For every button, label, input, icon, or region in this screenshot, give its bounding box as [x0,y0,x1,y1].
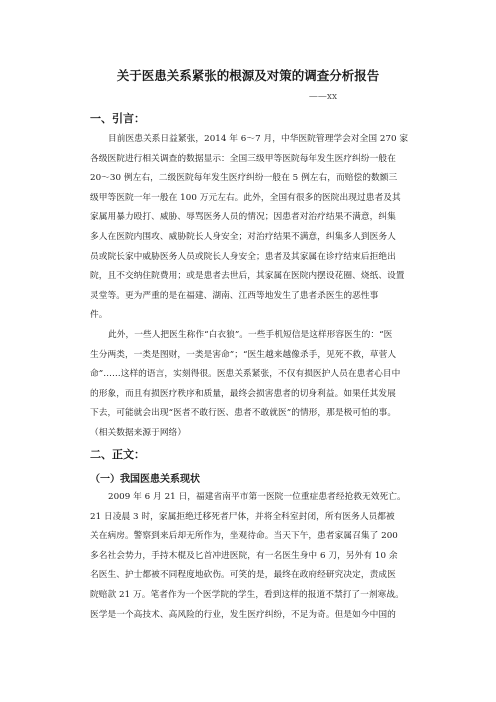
text-line: 家属用暴力殴打、威胁、辱骂医务人员的情况；因患者对治疗结果不满意，纠集 [90,212,396,223]
text-line: （相关数据来源于网络） [90,427,187,438]
author-name: ——xx [308,92,338,102]
text-line: 下去，可能就会出现“医者不敢行医、患者不敢就医”的情形，那是极可怕的事。 [90,408,397,419]
text-line: 院，且不交纳住院费用；或是患者去世后，其家属在医院内摆设花圈、烧纸、设置 [90,271,405,282]
text-line: 院赔款 21 万。笔者作为一个医学院的学生，看到这样的报道不禁打了一剂寒战。 [90,589,404,600]
paragraph-body-1 [90,488,410,625]
author-line [0,92,496,102]
text-line: 件。 [90,310,108,321]
text-line: 医学是一个高技术、高风险的行业，发生医疗纠纷，不足为奇。但是如今中国的 [90,609,396,620]
text-line: 名医生、护士都被不同程度地砍伤。可笑的是，最终在政府经研究决定，责成医 [90,570,396,581]
text-line: 员或院长家中威胁医务人员或院长人身安全；患者及其家属在诊疗结束后拒绝出 [90,251,396,262]
subsection-heading-status: （一）我国医患关系现状 [90,474,200,485]
text-line: 2009 年 6 月 21 日，福建省南平市第一医院一位重症患者经抢救无效死亡。 [108,492,406,502]
text-line: 的形象，而且有损医疗秩序和质量，最终会损害患者的切身利益。如果任其发展 [90,388,396,399]
paragraph-intro-1 [90,130,410,326]
paragraph-intro-2 [90,326,410,444]
text-line: 各级医院进行相关调查的数据显示：全国三级甲等医院每年发生医疗纠纷一般在 [90,153,396,164]
section-heading-body: 二、正文： [90,448,145,461]
text-line: 多人在医院内围攻、威胁院长人身安全；对治疗结果不满意，纠集多人到医务人 [90,231,396,242]
text-line: 多名社会势力，手持木棍及匕首冲进医院，有一名医生身中 6 刀，另外有 10 余 [90,550,398,561]
text-line: 20～30 例左右，二级医院每年发生医疗纠纷一般在 5 例左右，而赔偿的数额三 [90,173,398,184]
text-line: 此外，一些人把医生称作“白衣狼”。一些手机短信是这样形容医生的：“医 [108,330,393,340]
text-line: 命”……这样的语言，实刻得很。医患关系紧张，不仅有损医护人员在患者心目中 [90,369,401,380]
text-line: 目前医患关系日益紧张，2014 年 6～7 月，中华医院管理学会对全国 270 家 [108,134,409,144]
text-line: 灵堂等。更为严重的是在福建、湖南、江西等地发生了患者杀医生的恶性事 [90,290,379,301]
text-line: 21 日凌晨 3 时，家属拒绝迁移死者尸体，并将全科室封闭，所有医务人员都被 [90,511,395,522]
text-line: 级甲等医院一年一般在 100 万元左右。此外，全国有很多的医院出现过患者及其 [90,192,401,203]
text-line: 关在病房。警察到来后却无所作为，坐观待命。当天下午，患者家属召集了 200 [90,531,398,542]
text-line: 生分两类，一类是图财，一类是害命”；“医生越来越像杀手，见死不救，草菅人 [90,349,397,360]
section-heading-introduction: 一、引言： [90,112,145,125]
document-title: 关于医患关系紧张的根源及对策的调查分析报告 [116,68,380,83]
